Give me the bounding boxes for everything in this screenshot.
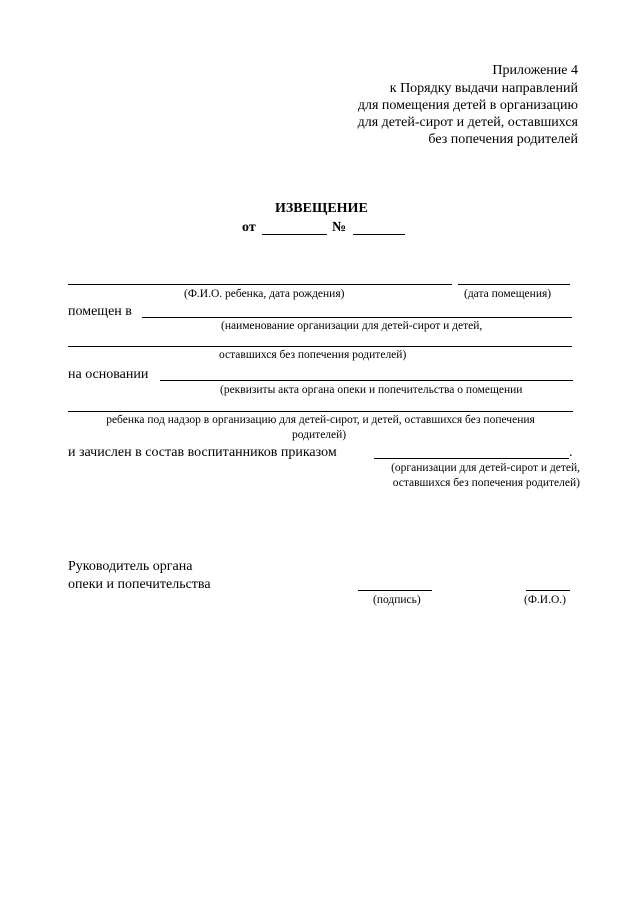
appendix-line-2: к Порядку выдачи направлений [389, 81, 578, 96]
date-blank [262, 234, 327, 235]
enrolled-label: и зачислен в состав воспитанников приказом [68, 445, 337, 460]
caption-org-name-2: оставшихся без попечения родителей) [219, 349, 407, 361]
number-blank [353, 234, 405, 235]
title-from-label: от [242, 220, 256, 235]
caption-child-name: (Ф.И.О. ребенка, дата рождения) [184, 288, 345, 300]
caption-signature: (подпись) [373, 594, 421, 606]
organization-blank [142, 317, 572, 318]
caption-act-1: (реквизиты акта органа опеки и попечительства о помещении [220, 384, 523, 396]
fio-blank [526, 590, 570, 591]
period-mark: . [569, 445, 573, 460]
document-title: ИЗВЕЩЕНИЕ [275, 201, 368, 216]
placed-in-label: помещен в [68, 304, 132, 319]
caption-fio: (Ф.И.О.) [524, 594, 566, 606]
signatory-line-2: опеки и попечительства [68, 577, 211, 592]
caption-act-2: ребенка под надзор в организацию для детей-сирот, и детей, оставшихся без попечения [106, 414, 535, 426]
order-blank [374, 458, 569, 459]
organization-blank-2 [68, 346, 572, 347]
child-name-blank [68, 284, 452, 285]
caption-placement-date: (дата помещения) [464, 288, 552, 300]
caption-org-name-1: (наименование организации для детей-сирот и детей, [221, 320, 483, 332]
title-number-label: № [332, 220, 347, 235]
signature-blank [358, 590, 432, 591]
appendix-line-5: без попечения родителей [428, 132, 578, 147]
signatory-line-1: Руководитель органа [68, 559, 193, 574]
placement-date-blank [458, 284, 570, 285]
act-blank-2 [68, 411, 573, 412]
appendix-line-3: для помещения детей в организацию [357, 98, 578, 113]
on-basis-label: на основании [68, 367, 149, 382]
caption-order-org-2: оставшихся без попечения родителей) [392, 477, 580, 489]
appendix-line-4: для детей-сирот и детей, оставшихся [357, 115, 578, 130]
caption-order-org-1: (организации для детей-сирот и детей, [391, 462, 580, 474]
appendix-line-1: Приложение 4 [492, 63, 578, 78]
caption-act-3: родителей) [292, 429, 347, 441]
act-blank [160, 380, 573, 381]
